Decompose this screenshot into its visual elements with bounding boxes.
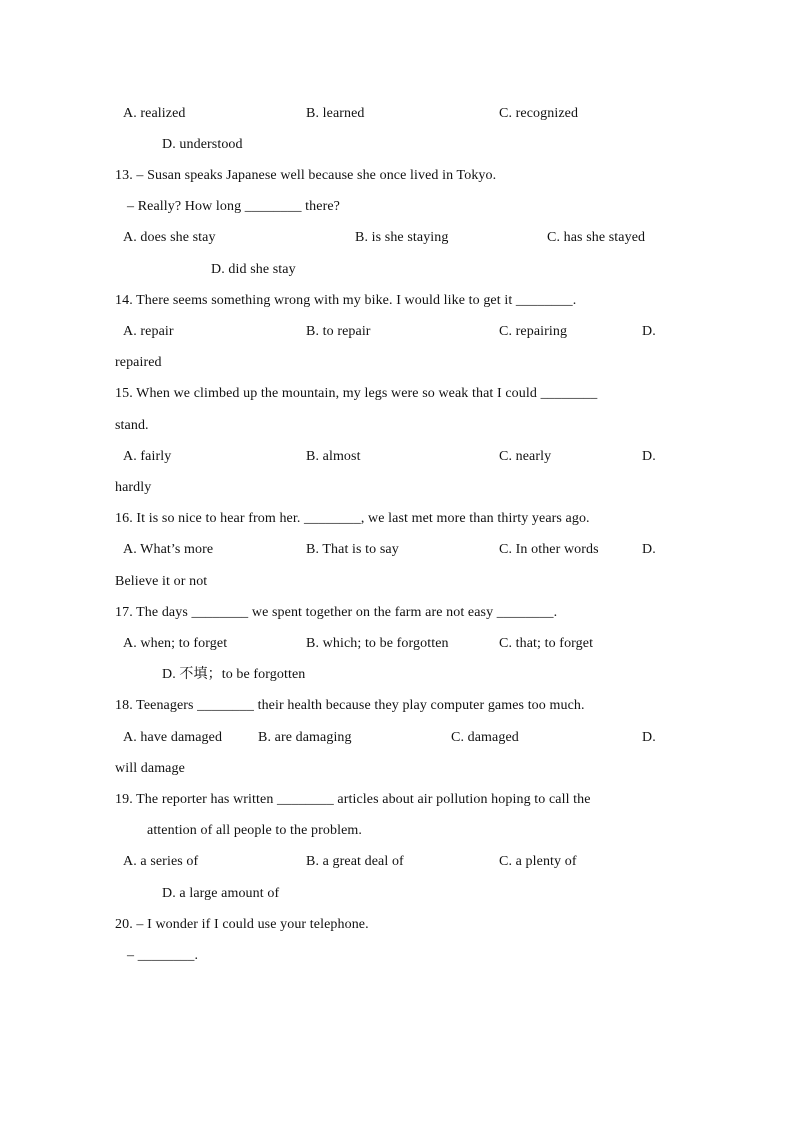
q13-option-c: C. has she stayed xyxy=(547,230,646,245)
q19-stem: 19. The reporter has written ________ articles about air pollution hoping to call the xyxy=(115,792,591,807)
q16-option-c: C. In other words xyxy=(499,542,599,557)
q12-option-a: A. realized xyxy=(123,106,186,121)
q19-option-d: D. a large amount of xyxy=(162,886,280,901)
q18-option-c: C. damaged xyxy=(451,730,519,745)
q17-option-c: C. that; to forget xyxy=(499,636,594,651)
q12-option-c: C. recognized xyxy=(499,106,579,121)
q15-option-c: C. nearly xyxy=(499,449,552,464)
q14-option-c: C. repairing xyxy=(499,324,568,339)
q13-option-a: A. does she stay xyxy=(123,230,216,245)
q17-option-d: D. 不填；to be forgotten xyxy=(162,667,306,682)
q12-option-b: B. learned xyxy=(306,106,365,121)
q20-stem: 20. – I wonder if I could use your telephone. xyxy=(115,917,369,932)
q18-option-a: A. have damaged xyxy=(123,730,223,745)
q14-option-d-letter: D. xyxy=(642,324,656,339)
q15-stem-continued: stand. xyxy=(115,418,149,433)
q15-option-d-text: hardly xyxy=(115,480,152,495)
q15-option-d-letter: D. xyxy=(642,449,656,464)
q14-stem: 14. There seems something wrong with my bike. I would like to get it ________. xyxy=(115,293,577,308)
q13-reply: – Really? How long ________ there? xyxy=(127,199,340,214)
q19-option-a: A. a series of xyxy=(123,854,199,869)
q17-option-a: A. when; to forget xyxy=(123,636,228,651)
q19-stem-continued: attention of all people to the problem. xyxy=(147,823,363,838)
q17-option-b: B. which; to be forgotten xyxy=(306,636,449,651)
q18-option-b: B. are damaging xyxy=(258,730,352,745)
q18-option-d-letter: D. xyxy=(642,730,656,745)
q19-option-c: C. a plenty of xyxy=(499,854,577,869)
q16-option-d-text: Believe it or not xyxy=(115,574,208,589)
q14-option-a: A. repair xyxy=(123,324,174,339)
q13-option-d: D. did she stay xyxy=(211,262,296,277)
q18-option-d-text: will damage xyxy=(115,761,185,776)
q16-option-b: B. That is to say xyxy=(306,542,399,557)
q12-option-d: D. understood xyxy=(162,137,243,152)
q16-option-a: A. What’s more xyxy=(123,542,214,557)
q16-stem: 16. It is so nice to hear from her. ________, we last met more than thirty years ago. xyxy=(115,511,590,526)
q20-reply: – ________. xyxy=(127,948,199,963)
q14-option-d-text: repaired xyxy=(115,355,162,370)
q18-stem: 18. Teenagers ________ their health because they play computer games too much. xyxy=(115,698,585,713)
q16-option-d-letter: D. xyxy=(642,542,656,557)
q15-stem: 15. When we climbed up the mountain, my legs were so weak that I could ________ xyxy=(115,386,598,401)
q15-option-a: A. fairly xyxy=(123,449,172,464)
q14-option-b: B. to repair xyxy=(306,324,371,339)
q17-stem: 17. The days ________ we spent together on the farm are not easy ________. xyxy=(115,605,558,620)
q19-option-b: B. a great deal of xyxy=(306,854,404,869)
q13-option-b: B. is she staying xyxy=(355,230,449,245)
q13-stem: 13. – Susan speaks Japanese well because she once lived in Tokyo. xyxy=(115,168,497,183)
q15-option-b: B. almost xyxy=(306,449,361,464)
